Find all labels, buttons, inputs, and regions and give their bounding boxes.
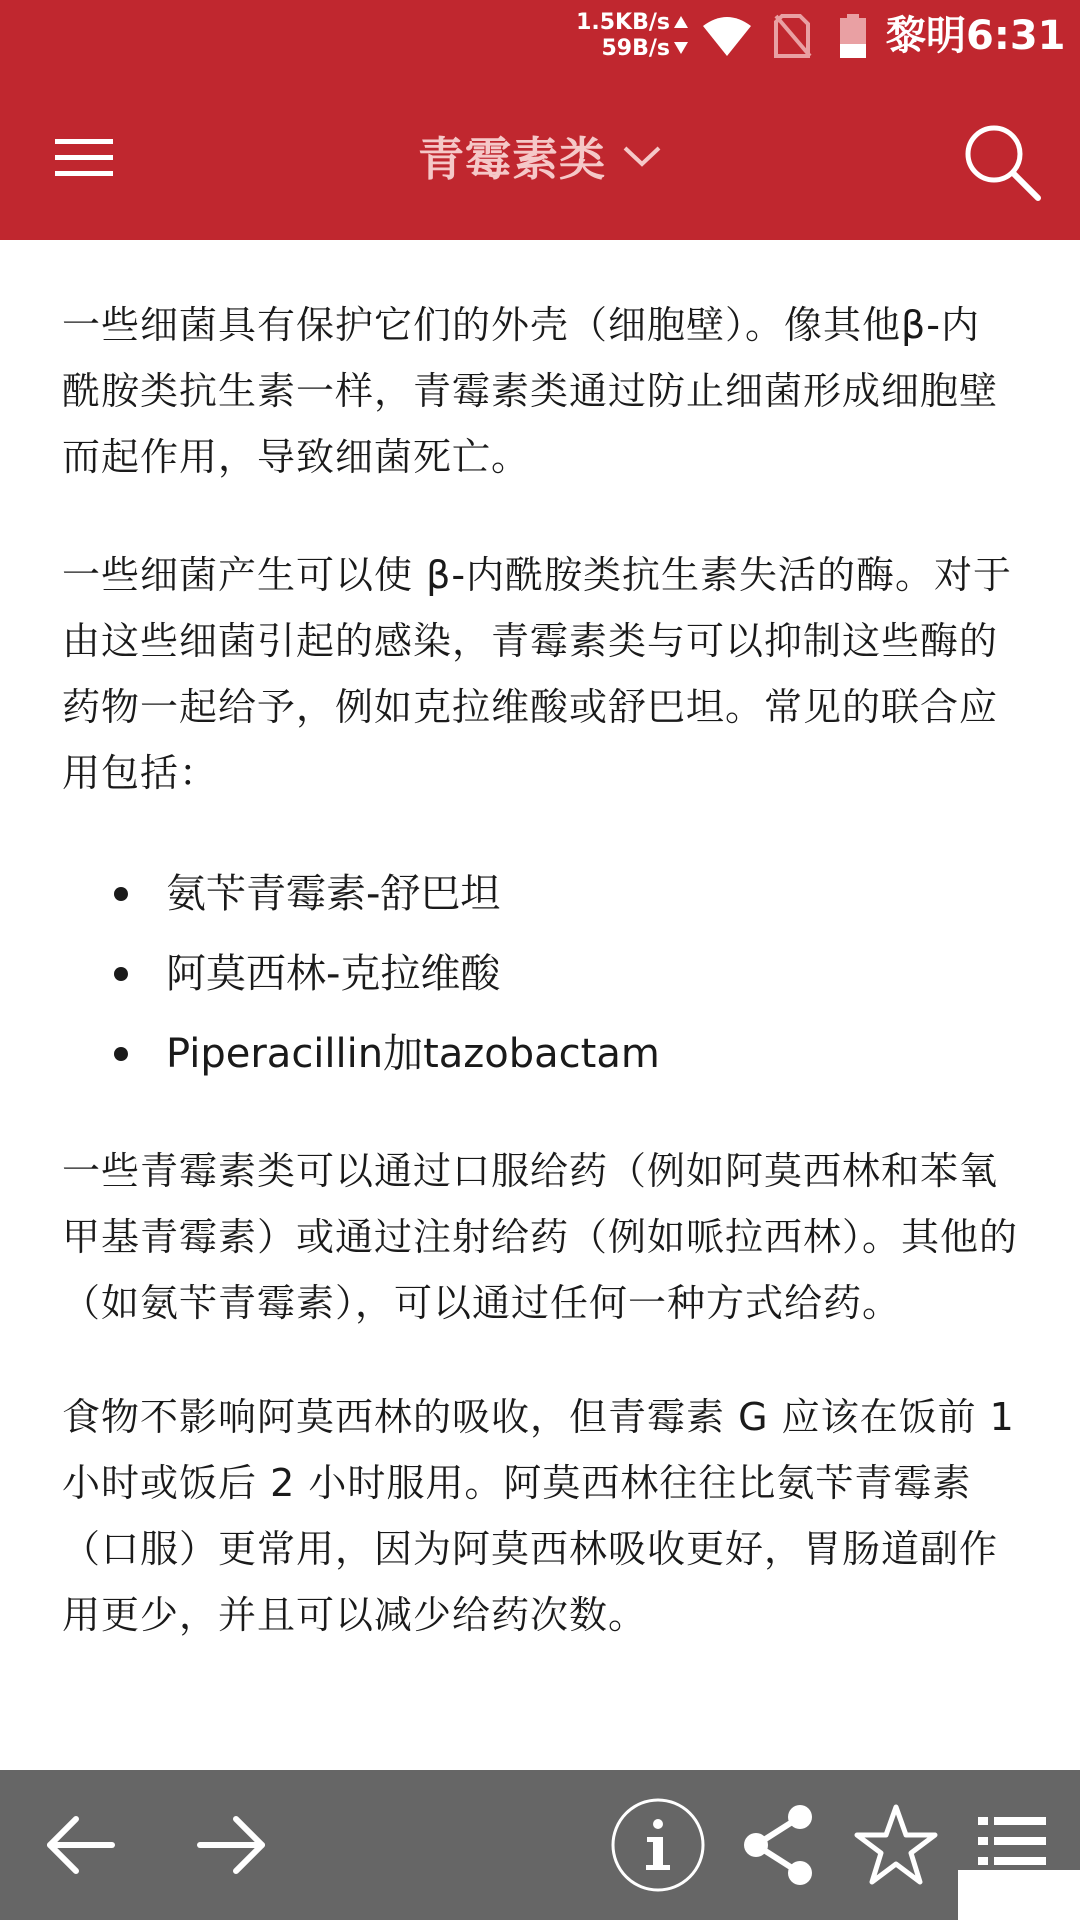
search-icon[interactable]	[960, 120, 1044, 204]
info-icon	[610, 1797, 706, 1893]
corner-overlay	[958, 1870, 1080, 1920]
network-speed	[560, 10, 670, 62]
chevron-down-icon	[622, 144, 662, 168]
net-speed-up: 1.5KB/s	[576, 10, 670, 35]
menu-icon	[55, 137, 113, 179]
list-item	[62, 1014, 1018, 1094]
list-item-text: 氨苄青霉素-舒巴坦	[166, 871, 501, 917]
paragraph-administration: 一些青霉素类可以通过口服给药（例如阿莫西林和苯氧甲基青霉素）或通过注射给药（例如哌拉西林）。其他的（如氨苄青霉素），可以通过任何一种方式给药。	[62, 1149, 1019, 1325]
page-title: 青霉素类	[418, 132, 606, 186]
share-button[interactable]	[728, 1795, 828, 1895]
star-icon	[854, 1803, 938, 1887]
list-item	[62, 934, 1018, 1014]
back-arrow-icon	[44, 1813, 116, 1877]
menu-button[interactable]	[40, 114, 128, 202]
toolbar	[0, 72, 1080, 240]
list-item-text: Piperacillin加tazobactam	[166, 1031, 660, 1077]
net-speed-down: 59B/s	[601, 36, 670, 61]
bottom-bar	[0, 1770, 1080, 1920]
info-button[interactable]	[608, 1795, 708, 1895]
bullet-dot	[114, 887, 128, 901]
forward-arrow-icon	[196, 1813, 268, 1877]
wifi-icon	[702, 14, 752, 58]
status-bar	[0, 0, 1080, 72]
combination-list	[62, 854, 1018, 1094]
star-button[interactable]	[846, 1795, 946, 1895]
battery-low-icon	[838, 12, 868, 60]
bullet-dot	[114, 967, 128, 981]
paragraph-enzymes: 一些细菌产生可以使 β-内酰胺类抗生素失活的酶。对于由这些细菌引起的感染，青霉素类与可以抑制这些酶的药物一起给予，例如克拉维酸或舒巴坦。常见的联合应用包括：	[62, 553, 1013, 795]
header	[0, 0, 1080, 240]
net-arrows-icon	[672, 14, 690, 58]
share-icon	[738, 1803, 818, 1887]
bullet-dot	[114, 1047, 128, 1061]
no-sim-icon	[772, 12, 812, 60]
forward-button[interactable]	[182, 1795, 282, 1895]
list-item-text: 阿莫西林-克拉维酸	[166, 951, 501, 997]
status-time: 黎明6:31	[886, 13, 1066, 59]
paragraph-cell-wall: 一些细菌具有保护它们的外壳（细胞壁）。像其他β-内酰胺类抗生素一样，青霉素类通过防止细菌形成细胞壁而起作用，导致细菌死亡。	[62, 303, 999, 479]
paragraph-food: 食物不影响阿莫西林的吸收，但青霉素 G 应该在饭前 1 小时或饭后 2 小时服用。阿莫西林往往比氨苄青霉素（口服）更常用，因为阿莫西林吸收更好，胃肠道副作用更少，并且可以减少给药次数。	[62, 1395, 1015, 1637]
back-button[interactable]	[30, 1795, 130, 1895]
article-content[interactable]	[0, 190, 1080, 1770]
list-item	[62, 854, 1018, 934]
title-dropdown[interactable]	[350, 120, 730, 192]
